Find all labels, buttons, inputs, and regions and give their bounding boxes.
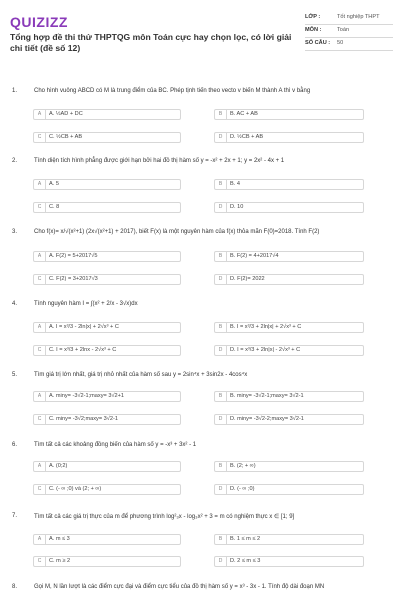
option-c[interactable]: [33, 274, 181, 285]
option-letter: C: [34, 485, 46, 494]
option-letter: C: [34, 133, 46, 142]
option-text: C. miny= -3√2;maxy= 3√2-1: [49, 416, 118, 422]
quizizz-logo: QUIZIZZ: [10, 14, 68, 30]
option-letter: C: [34, 275, 46, 284]
option-c[interactable]: [33, 414, 181, 425]
option-letter: A: [34, 392, 46, 401]
option-letter: A: [34, 462, 46, 471]
option-c[interactable]: [33, 345, 181, 356]
option-c[interactable]: [33, 556, 181, 567]
question-number: 5.: [12, 372, 18, 378]
option-b[interactable]: [214, 322, 364, 333]
option-letter: C: [34, 203, 46, 212]
option-b[interactable]: [214, 109, 364, 120]
option-letter: D: [215, 415, 227, 424]
option-letter: A: [34, 110, 46, 119]
option-b[interactable]: [214, 179, 364, 190]
meta-row-count: [305, 38, 393, 51]
option-letter: B: [215, 392, 227, 401]
option-letter: D: [215, 485, 227, 494]
option-text: B. I = x³/3 + 2ln|x| + 2√x³ + C: [230, 324, 302, 330]
option-text: B. miny= -3√2-1;maxy= 3√2-1: [230, 393, 304, 399]
question-number: 3.: [12, 229, 18, 235]
option-letter: A: [34, 252, 46, 261]
option-a[interactable]: [33, 109, 181, 120]
option-d[interactable]: [214, 345, 364, 356]
option-a[interactable]: [33, 534, 181, 545]
option-d[interactable]: [214, 274, 364, 285]
option-letter: D: [215, 557, 227, 566]
option-text: B. F(2) = 4+2017√4: [230, 253, 279, 259]
option-b[interactable]: [214, 461, 364, 472]
option-text: B. AC + AB: [230, 111, 258, 117]
meta-value: Tốt nghiệp THPT: [337, 14, 380, 20]
option-text: D. F(2)= 2022: [230, 276, 265, 282]
option-b[interactable]: [214, 391, 364, 402]
question-number: 7.: [12, 513, 18, 519]
option-letter: A: [34, 180, 46, 189]
option-letter: D: [215, 133, 227, 142]
option-c[interactable]: [33, 484, 181, 495]
question-text: Cho hình vuông ABCD có M là trung điểm của BC. Phép tịnh tiến theo vecto v biến M thành A thì v bằng: [34, 88, 311, 94]
option-text: B. 1 ≤ m ≤ 2: [230, 536, 261, 542]
option-text: D. miny= -3√2-2;maxy= 3√2-1: [230, 416, 304, 422]
question-number: 2.: [12, 158, 18, 164]
option-text: A. I = x³/3 - 2ln|x| + 2√x³ + C: [49, 324, 119, 330]
option-letter: C: [34, 346, 46, 355]
question-number: 1.: [12, 88, 18, 94]
option-a[interactable]: [33, 461, 181, 472]
option-d[interactable]: [214, 132, 364, 143]
option-letter: B: [215, 462, 227, 471]
option-text: A. 5: [49, 181, 59, 187]
option-text: C. 8: [49, 204, 60, 210]
question-text: Tìm tất cả các khoảng đồng biến của hàm số y = -x³ + 3x² - 1: [34, 442, 197, 448]
option-letter: B: [215, 535, 227, 544]
option-text: C. m ≥ 2: [49, 558, 71, 564]
option-b[interactable]: [214, 534, 364, 545]
option-a[interactable]: [33, 251, 181, 262]
option-text: A. m ≤ 3: [49, 536, 70, 542]
option-c[interactable]: [33, 202, 181, 213]
option-text: A. F(2) = 5+2017√5: [49, 253, 98, 259]
option-c[interactable]: [33, 132, 181, 143]
option-letter: C: [34, 415, 46, 424]
question-text: Gọi M, N lần lượt là các điểm cực đại và điểm cực tiểu của đồ thị hàm số y = x³ - 3x - 1. Tính độ dài đoạn MN: [34, 584, 325, 590]
option-text: D. 2 ≤ m ≤ 3: [230, 558, 261, 564]
meta-value: Toán: [337, 27, 350, 33]
question-number: 4.: [12, 301, 18, 307]
meta-label: MÔN :: [305, 27, 322, 33]
question-text: Cho f(x)= x/√(x²+1) (2x√(x²+1) + 2017), biết F(x) là một nguyên hàm của f(x) thỏa mãn F(0)=2018. Tính F(2): [34, 229, 320, 235]
option-d[interactable]: [214, 484, 364, 495]
question-text: Tìm tất cả các giá trị thực của m để phương trình log²₃x - log₃x² + 3 = m có nghiệm thực x ∈ [1; 9]: [34, 514, 295, 520]
question-number: 6.: [12, 442, 18, 448]
option-letter: B: [215, 252, 227, 261]
option-text: D. I = x³/3 + 2ln|x| - 2√x³ + C: [230, 347, 301, 353]
question-number: 8.: [12, 584, 18, 590]
meta-box: [305, 12, 393, 51]
option-a[interactable]: [33, 322, 181, 333]
option-text: B. (2; + ∞): [230, 463, 256, 469]
option-letter: D: [215, 203, 227, 212]
option-letter: D: [215, 346, 227, 355]
option-text: A. (0;2): [49, 463, 68, 469]
option-text: C. (- ∞ ;0) và (2; + ∞): [49, 486, 102, 492]
option-b[interactable]: [214, 251, 364, 262]
option-letter: B: [215, 180, 227, 189]
option-letter: A: [34, 535, 46, 544]
option-text: C. I = x³/3 + 2lnx - 2√x³ + C: [49, 347, 117, 353]
option-letter: A: [34, 323, 46, 332]
question-text: Tìm giá trị lớn nhất, giá trị nhỏ nhất của hàm số sau y = 2sin⁴x + 3sin2x - 4cos⁴x: [34, 372, 248, 378]
option-text: C. ½CB + AB: [49, 134, 83, 140]
option-letter: C: [34, 557, 46, 566]
option-text: C. F(2) = 3+2017√3: [49, 276, 98, 282]
option-letter: D: [215, 275, 227, 284]
option-letter: B: [215, 110, 227, 119]
meta-row-class: [305, 12, 393, 25]
meta-value: 50: [337, 40, 344, 46]
option-text: D. ½CB + AB: [230, 134, 264, 140]
option-text: B. 4: [230, 181, 240, 187]
option-letter: B: [215, 323, 227, 332]
question-text: Tính nguyên hàm I = ∫(x² + 2/x - 3√x)dx: [34, 301, 138, 307]
meta-label: SỐ CÂU :: [305, 40, 331, 46]
option-a[interactable]: [33, 391, 181, 402]
option-d[interactable]: [214, 202, 364, 213]
document-header: [0, 0, 400, 80]
option-text: A. miny= -3√2-1;maxy= 3√2+1: [49, 393, 125, 399]
option-d[interactable]: [214, 414, 364, 425]
meta-label: LỚP :: [305, 14, 321, 20]
option-text: D. (- ∞ ;0): [230, 486, 255, 492]
option-text: A. ½AD + DC: [49, 111, 83, 117]
page-title: Tổng hợp đề thi thử THPTQG môn Toán cực hay chọn lọc, có lời giải chi tiết (đề số 12): [10, 32, 292, 53]
question-text: Tính diện tích hình phẳng được giới hạn bởi hai đồ thị hàm số y = -x² + 2x + 1; y = 2x² - 4x + 1: [34, 158, 285, 164]
meta-row-subject: [305, 25, 393, 38]
option-a[interactable]: [33, 179, 181, 190]
option-text: D. 10: [230, 204, 244, 210]
option-d[interactable]: [214, 556, 364, 567]
